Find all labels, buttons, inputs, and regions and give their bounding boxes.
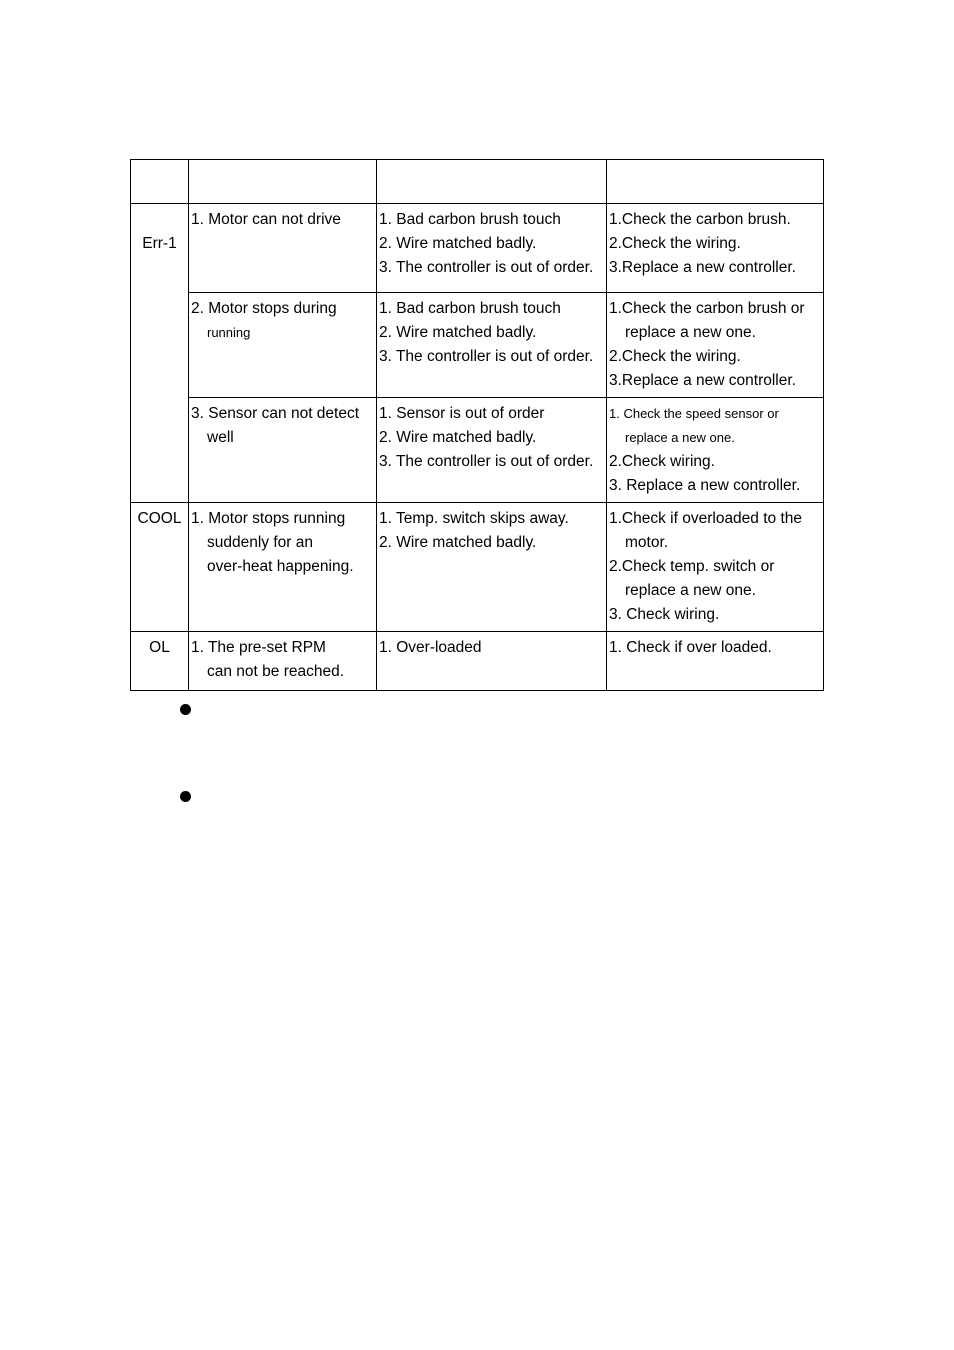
error-code-cool: COOL [137, 510, 182, 527]
cause-line: 2. Wire matched badly. [379, 534, 537, 551]
header-cell-cause [377, 160, 607, 204]
remedy-line: 3.Replace a new controller. [609, 259, 796, 276]
cause-line: 2. Wire matched badly. [379, 235, 537, 252]
symptom-cell [189, 204, 377, 293]
cause-cell [377, 398, 607, 503]
symptom-line: 3. Sensor can not detect [191, 405, 360, 422]
cause-cell [377, 632, 607, 691]
cause-line: 1. Bad carbon brush touch [379, 211, 561, 228]
table-row [131, 204, 824, 293]
remedy-cell [607, 398, 824, 503]
symptom-line: over-heat happening. [207, 558, 354, 575]
header-cell-symptom [189, 160, 377, 204]
table-row [131, 632, 824, 691]
remedy-cell [607, 503, 824, 632]
error-code-cell [131, 632, 189, 691]
symptom-cell [189, 632, 377, 691]
symptom-cell [189, 398, 377, 503]
remedy-cell [607, 293, 824, 398]
symptom-cell [189, 503, 377, 632]
symptom-line: 2. Motor stops during [191, 300, 337, 317]
remedy-line: 2.Check wiring. [609, 453, 715, 470]
remedy-line: motor. [625, 534, 669, 551]
remedy-cell [607, 632, 824, 691]
table-header-row [131, 160, 824, 204]
remedy-line: 1. Check the speed sensor or [609, 406, 779, 421]
error-code-cell [131, 503, 189, 632]
cause-line: 3. The controller is out of order. [379, 348, 594, 365]
error-code-cell [131, 204, 189, 503]
symptom-line: 1. Motor can not drive [191, 211, 341, 228]
cause-line: 1. Temp. switch skips away. [379, 510, 569, 527]
remedy-line: 3. Replace a new controller. [609, 477, 801, 494]
cause-cell [377, 204, 607, 293]
remedy-line: replace a new one. [625, 430, 735, 445]
symptom-line: 1. The pre-set RPM [191, 639, 326, 656]
cause-line: 1. Bad carbon brush touch [379, 300, 561, 317]
remedy-line: 1.Check the carbon brush. [609, 211, 791, 228]
remedy-line: 2.Check the wiring. [609, 348, 741, 365]
cause-line: 1. Sensor is out of order [379, 405, 545, 422]
remedy-line: 1.Check the carbon brush or [609, 300, 805, 317]
troubleshooting-table [130, 159, 824, 691]
remedy-line: 2.Check temp. switch or [609, 558, 775, 575]
symptom-cell [189, 293, 377, 398]
remedy-line: 1. Check if over loaded. [609, 639, 772, 656]
cause-cell [377, 293, 607, 398]
symptom-line: suddenly for an [207, 534, 313, 551]
remedy-line: 2.Check the wiring. [609, 235, 741, 252]
table-row [131, 398, 824, 503]
table-row [131, 293, 824, 398]
bullet-icon [180, 704, 191, 715]
symptom-line: 1. Motor stops running [191, 510, 346, 527]
remedy-line: replace a new one. [625, 582, 756, 599]
header-cell-code [131, 160, 189, 204]
cause-line: 2. Wire matched badly. [379, 324, 537, 341]
symptom-line: well [207, 429, 234, 446]
bullet-icon [180, 791, 191, 802]
cause-line: 3. The controller is out of order. [379, 259, 594, 276]
cause-line: 2. Wire matched badly. [379, 429, 537, 446]
cause-line: 3. The controller is out of order. [379, 453, 594, 470]
cause-line: 1. Over-loaded [379, 639, 482, 656]
table-row [131, 503, 824, 632]
cause-cell [377, 503, 607, 632]
symptom-line: can not be reached. [207, 663, 345, 680]
header-cell-remedy [607, 160, 824, 204]
remedy-cell [607, 204, 824, 293]
remedy-line: replace a new one. [625, 324, 756, 341]
symptom-line: running [207, 325, 251, 340]
remedy-line: 3.Replace a new controller. [609, 372, 796, 389]
error-code-err1: Err-1 [142, 235, 177, 252]
remedy-line: 1.Check if overloaded to the [609, 510, 803, 527]
remedy-line: 3. Check wiring. [609, 606, 720, 623]
error-code-ol: OL [149, 639, 170, 656]
